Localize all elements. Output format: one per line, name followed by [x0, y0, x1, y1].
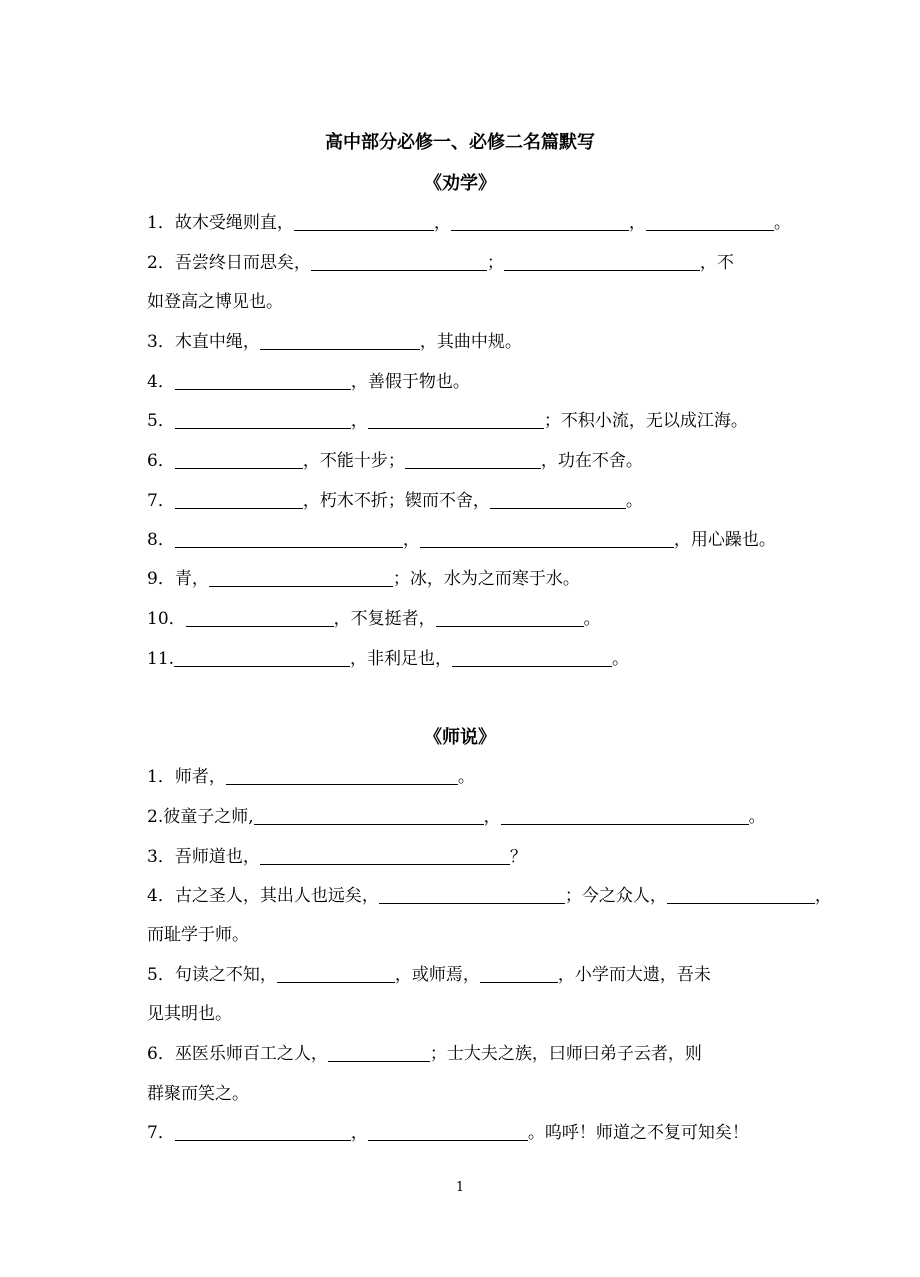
answer-blank[interactable] — [175, 530, 403, 548]
list-item — [147, 765, 475, 789]
item-text: 。呜呼！师道之不复可知矣！ — [527, 1123, 749, 1143]
answer-blank[interactable] — [175, 491, 303, 509]
item-text: 吾师道也， — [174, 847, 260, 867]
item-number: 5． — [147, 411, 175, 431]
answer-blank[interactable] — [254, 807, 484, 825]
item-text: 巫医乐师百工之人， — [174, 1044, 328, 1064]
document-title: 高中部分必修一、必修二名篇默写 — [325, 132, 595, 153]
answer-blank[interactable] — [175, 1123, 351, 1141]
answer-blank[interactable] — [186, 609, 334, 627]
item-text: ， — [483, 807, 501, 827]
item-text: ，善假于物也。 — [350, 372, 470, 392]
list-item — [147, 963, 711, 987]
item-text: 句读之不知， — [174, 965, 277, 985]
item-text: ， — [402, 530, 420, 550]
answer-blank[interactable] — [379, 886, 565, 904]
list-item-continuation: 群聚而笑之。 — [147, 1084, 249, 1104]
item-number: 5． — [147, 965, 175, 985]
item-number: 3． — [147, 847, 175, 867]
answer-blank[interactable] — [175, 372, 351, 390]
answer-blank[interactable] — [646, 213, 774, 231]
item-text: 木直中绳， — [174, 332, 260, 352]
list-item — [147, 251, 734, 275]
answer-blank[interactable] — [294, 213, 434, 231]
item-number: 11. — [147, 649, 175, 669]
list-item-continuation: 见其明也。 — [147, 1004, 232, 1024]
item-text: 。 — [583, 609, 601, 629]
item-text: ；不积小流，无以成江海。 — [543, 411, 748, 431]
item-text: ， — [628, 213, 646, 233]
section-heading-shishuo: 《师说》 — [424, 727, 496, 748]
item-text: ？ — [509, 847, 527, 867]
answer-blank[interactable] — [480, 965, 558, 983]
answer-blank[interactable] — [436, 609, 584, 627]
item-text: ， — [350, 411, 368, 431]
item-number: 6． — [147, 1044, 175, 1064]
item-number: 4． — [147, 886, 175, 906]
item-text: ，小学而大遗，吾未 — [557, 965, 711, 985]
item-number: 9． — [147, 569, 175, 589]
answer-blank[interactable] — [501, 807, 749, 825]
answer-blank[interactable] — [420, 530, 674, 548]
item-number: 10． — [147, 609, 186, 629]
item-text: 师者， — [174, 767, 226, 787]
item-number: 1． — [147, 213, 175, 233]
item-text: ，或师焉， — [394, 965, 480, 985]
list-item — [147, 528, 776, 552]
item-text: 古之圣人，其出人也远矣， — [174, 886, 379, 906]
list-item — [147, 884, 832, 908]
section-heading-quanxue: 《劝学》 — [424, 173, 496, 194]
item-number: 7． — [147, 1123, 175, 1143]
list-item — [147, 330, 522, 354]
item-text: ，功在不舍。 — [540, 451, 643, 471]
answer-blank[interactable] — [260, 847, 510, 865]
list-item-continuation: 如登高之博见也。 — [147, 292, 283, 312]
answer-blank[interactable] — [311, 253, 487, 271]
item-number: 2. — [147, 807, 164, 827]
answer-blank[interactable] — [667, 886, 815, 904]
item-text: 故木受绳则直， — [174, 213, 294, 233]
item-text: 。 — [773, 213, 791, 233]
answer-blank[interactable] — [504, 253, 700, 271]
list-item — [147, 370, 470, 394]
answer-blank[interactable] — [368, 411, 544, 429]
item-text: 。 — [457, 767, 475, 787]
item-number: 7． — [147, 491, 175, 511]
item-text: ， — [814, 886, 832, 906]
item-text: ，不复挺者， — [333, 609, 436, 629]
list-item — [147, 845, 527, 869]
answer-blank[interactable] — [175, 411, 351, 429]
list-item — [147, 607, 601, 631]
item-number: 1． — [147, 767, 175, 787]
item-text: 彼童子之师, — [163, 807, 254, 827]
item-text: ；士大夫之族，曰师曰弟子云者，则 — [429, 1044, 702, 1064]
item-text: 吾尝终日而思矣， — [174, 253, 311, 273]
list-item — [147, 1121, 749, 1145]
item-number: 8． — [147, 530, 175, 550]
item-text: ，不能十步； — [302, 451, 405, 471]
list-item — [147, 211, 791, 235]
list-item — [147, 567, 580, 591]
list-item — [147, 409, 748, 433]
answer-blank[interactable] — [209, 569, 393, 587]
answer-blank[interactable] — [490, 491, 626, 509]
page-number: 1 — [455, 1180, 465, 1195]
item-text: ；今之众人， — [564, 886, 667, 906]
list-item — [147, 647, 629, 671]
item-text: ； — [486, 253, 504, 273]
item-text: 。 — [625, 491, 643, 511]
item-text: ，其曲中规。 — [419, 332, 522, 352]
answer-blank[interactable] — [328, 1044, 430, 1062]
answer-blank[interactable] — [452, 649, 612, 667]
answer-blank[interactable] — [277, 965, 395, 983]
item-text: ，非利足也， — [350, 649, 453, 669]
item-number: 3． — [147, 332, 175, 352]
list-item-continuation: 而耻学于师。 — [147, 925, 249, 945]
answer-blank[interactable] — [260, 332, 420, 350]
item-number: 4． — [147, 372, 175, 392]
item-text: ， — [433, 213, 451, 233]
list-item — [147, 449, 643, 473]
answer-blank[interactable] — [226, 767, 458, 785]
list-item — [147, 805, 766, 829]
answer-blank[interactable] — [175, 451, 303, 469]
item-text: ，用心躁也。 — [673, 530, 776, 550]
answer-blank[interactable] — [405, 451, 541, 469]
answer-blank[interactable] — [368, 1123, 528, 1141]
item-text: ，朽木不折；锲而不舍， — [302, 491, 490, 511]
answer-blank[interactable] — [451, 213, 629, 231]
item-text: ，不 — [699, 253, 734, 273]
item-number: 6． — [147, 451, 175, 471]
item-text: 。 — [612, 649, 630, 669]
list-item — [147, 489, 643, 513]
list-item — [147, 1042, 702, 1066]
item-text: 。 — [748, 807, 766, 827]
item-text: ；冰，水为之而寒于水。 — [392, 569, 580, 589]
item-text: ， — [350, 1123, 368, 1143]
item-text: 青， — [174, 569, 209, 589]
item-number: 2． — [147, 253, 175, 273]
answer-blank[interactable] — [174, 649, 350, 667]
